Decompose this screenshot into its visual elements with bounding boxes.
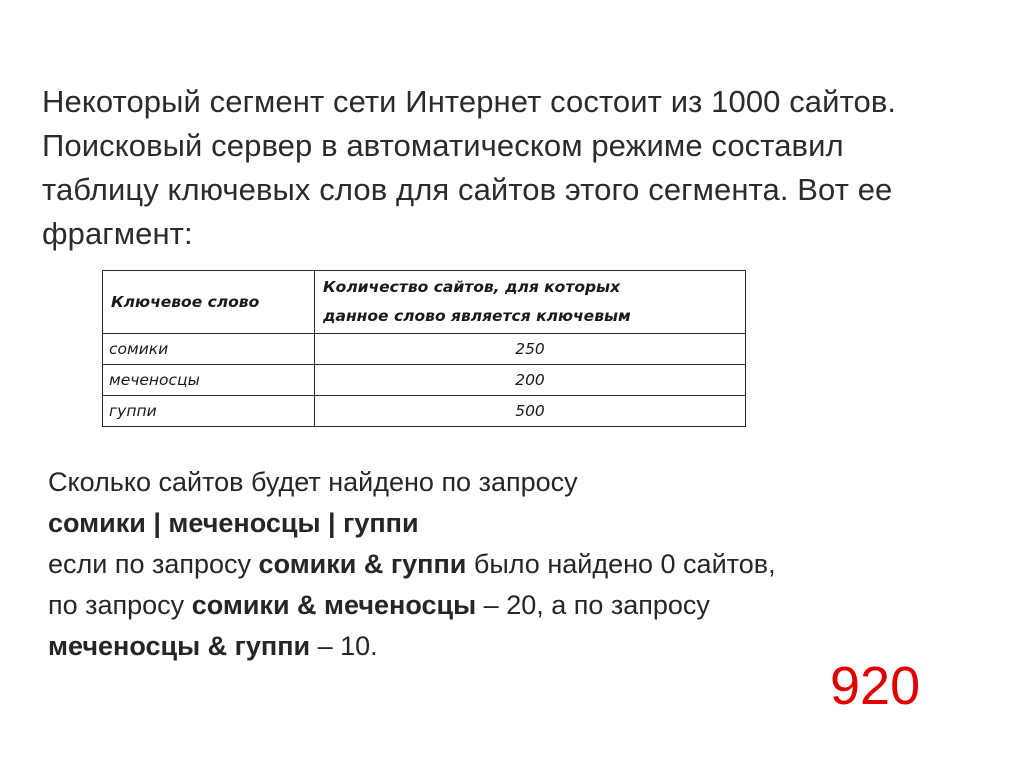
cell-keyword: меченосцы <box>103 365 315 396</box>
intro-line-1: Некоторый сегмент сети Интернет состоит из 1000 сайтов. <box>42 84 897 119</box>
query-b: сомики & меченосцы <box>191 590 477 620</box>
query-c: меченосцы & гуппи <box>48 631 311 661</box>
line4-prefix: по запросу <box>48 590 192 620</box>
line3-suffix: было найдено 0 сайтов, <box>466 549 776 579</box>
cell-count: 500 <box>315 396 746 427</box>
line5-suffix: – 10. <box>310 631 378 661</box>
question-line-1: Сколько сайтов будет найдено по запросу <box>48 467 578 497</box>
answer-value: 920 <box>830 656 921 716</box>
cell-keyword: гуппи <box>103 396 315 427</box>
question-line-3 <box>48 544 988 585</box>
intro-line-3: таблицу ключевых слов для сайтов этого сегмента. Вот ее <box>42 172 893 207</box>
keyword-table <box>102 270 746 427</box>
question-block <box>48 462 988 667</box>
query-main: сомики | меченосцы | гуппи <box>48 508 419 538</box>
cell-count: 200 <box>315 365 746 396</box>
line4-suffix: – 20, а по запросу <box>476 590 710 620</box>
header-site-count <box>315 271 746 334</box>
table-row <box>103 334 746 365</box>
line3-prefix: если по запросу <box>48 549 259 579</box>
cell-count: 250 <box>315 334 746 365</box>
query-a: сомики & гуппи <box>258 549 467 579</box>
table-row <box>103 365 746 396</box>
question-line-2 <box>48 503 988 544</box>
problem-statement <box>42 80 1002 256</box>
question-line-4 <box>48 585 988 626</box>
intro-line-2: Поисковый сервер в автоматическом режиме составил <box>42 128 844 163</box>
intro-line-4: фрагмент: <box>42 216 193 251</box>
table-header-row <box>103 271 746 334</box>
header-keyword: Ключевое слово <box>103 271 315 334</box>
table-row <box>103 396 746 427</box>
header-count-line-1: Количество сайтов, для которых <box>323 278 621 296</box>
header-count-line-2: данное слово является ключевым <box>323 307 631 325</box>
cell-keyword: сомики <box>103 334 315 365</box>
